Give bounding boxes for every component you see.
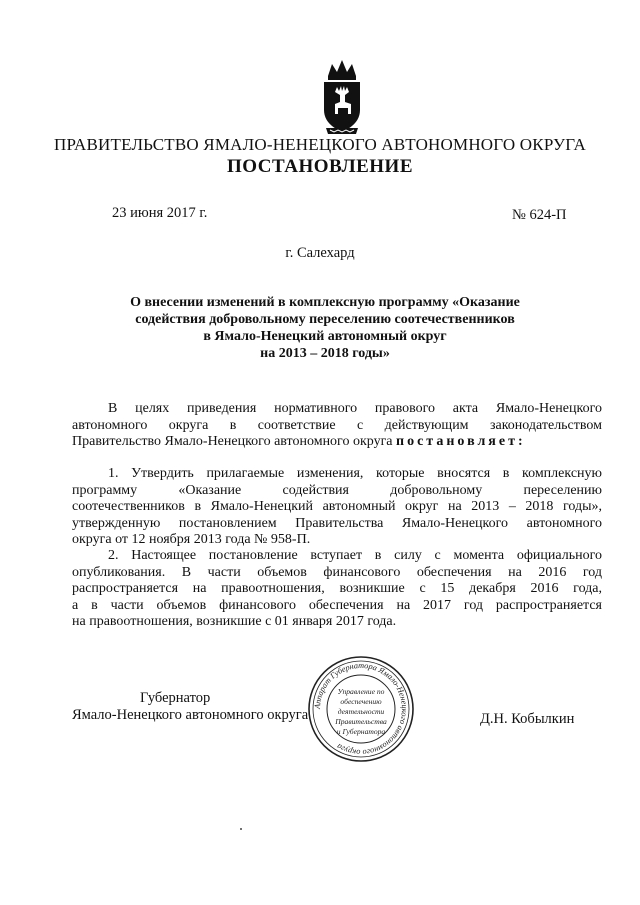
round-seal-icon	[306, 654, 416, 764]
stamp-center-line: деятельности	[337, 707, 385, 716]
subject-title-line: О внесении изменений в комплексную программу «Оказание	[130, 295, 520, 310]
scan-speck	[240, 828, 242, 830]
document-type-title: ПОСТАНОВЛЕНИЕ	[226, 156, 414, 177]
document-number: № 624-П	[512, 207, 567, 223]
decree-word: постановляет:	[396, 434, 526, 449]
item-2-line: распространяется на правоотношения, возникшие с 15 декабря 2016 года,	[72, 581, 602, 596]
subject-title-line: в Ямало-Ненецкий автономный округ	[203, 329, 447, 344]
item-1-line: программу «Оказание содействия добровольному переселению	[72, 482, 602, 498]
stamp-center-line: Правительства	[335, 717, 387, 726]
preamble-line-text: Правительство Ямало-Ненецкого автономного округа	[72, 434, 393, 449]
preamble-line: В целях приведения нормативного правового акта Ямало-Ненецкого	[108, 401, 602, 416]
item-1-line: 1. Утвердить прилагаемые изменения, которые вносятся в комплексную	[108, 466, 602, 481]
item-1-line: утвержденную постановлением Правительства Ямало-Ненецкого автономного	[72, 515, 602, 531]
preamble-paragraph	[72, 401, 602, 451]
item-1-line: соотечественников в Ямало-Ненецкий автономный округ на 2013 – 2018 годы»,	[72, 499, 602, 514]
document-date: 23 июня 2017 г.	[112, 205, 208, 221]
stamp-center-line: Управление по	[337, 687, 385, 696]
item-2-line: а в части объемов финансового обеспечения на 2017 год распространяется	[72, 597, 602, 613]
signatory-position-region: Ямало-Ненецкого автономного округа	[72, 707, 309, 723]
yamal-coat-of-arms-icon	[318, 58, 366, 138]
item-1-paragraph	[72, 466, 602, 549]
organization-name: ПРАВИТЕЛЬСТВО ЯМАЛО-НЕНЕЦКОГО АВТОНОМНОГО ОКРУГА	[54, 135, 586, 154]
preamble-line	[72, 434, 602, 451]
stamp-center-line: и Губернатора	[336, 727, 386, 736]
stamp-ring-text: Аппарат Губернатора Ямало-Ненецкого автономного округа	[312, 660, 410, 758]
signatory-name: Д.Н. Кобылкин	[480, 711, 575, 727]
preamble-line: автономного округа в соответствие с действующим законодательством	[72, 417, 602, 433]
subject-title-line: содействия добровольному переселению соотечественников	[135, 312, 515, 327]
subject-title-line: на 2013 – 2018 годы»	[260, 346, 390, 361]
item-2-line: опубликования. В части объемов финансового обеспечения на 2016 год	[72, 564, 602, 580]
item-2-line: 2. Настоящее постановление вступает в силу с момента официального	[108, 548, 602, 563]
item-1-line: округа от 12 ноября 2013 года № 958-П.	[72, 532, 311, 547]
document-subject-title	[90, 294, 560, 362]
document-city: г. Салехард	[285, 245, 355, 261]
coat-of-arms-emblem	[318, 58, 366, 138]
signatory-position: Губернатор	[140, 690, 211, 706]
stamp-center-line: обеспечению	[340, 697, 382, 706]
item-2-line: на правоотношения, возникшие с 01 января 2017 года.	[72, 614, 397, 629]
official-stamp	[306, 654, 416, 764]
item-2-paragraph	[72, 548, 602, 631]
